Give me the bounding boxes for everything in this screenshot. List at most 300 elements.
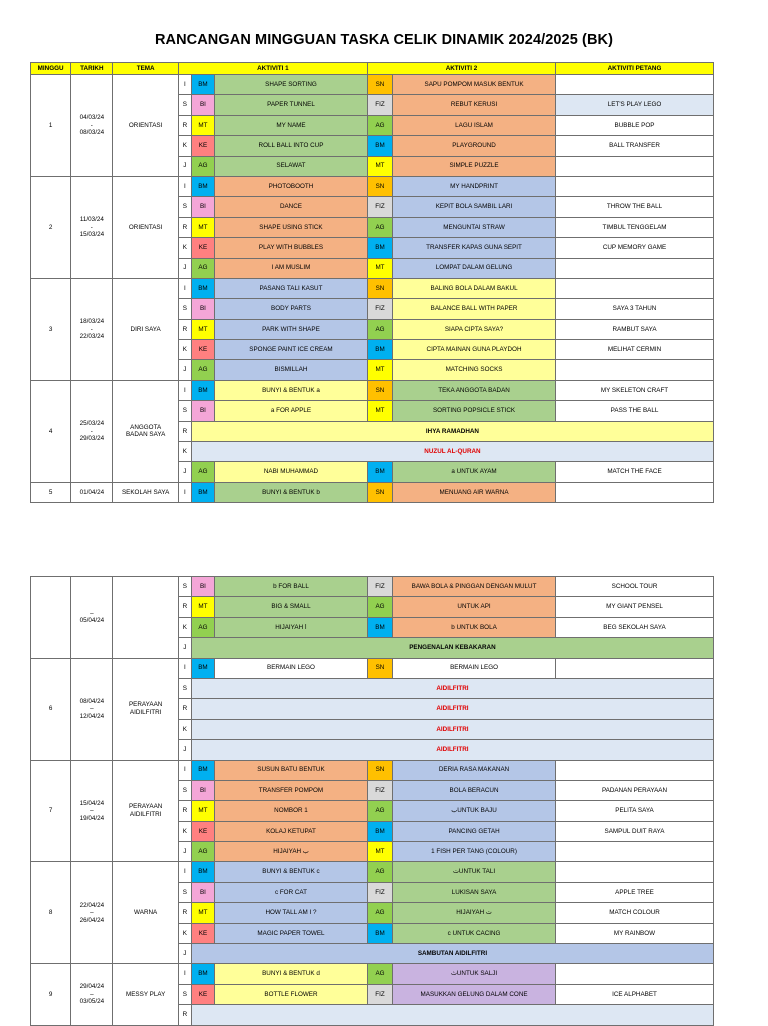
subject-tag: BM	[191, 760, 214, 780]
tarikh-line: -	[90, 427, 93, 435]
subject-tag: BI	[191, 197, 214, 217]
activity-1-cell: SELAWAT	[215, 156, 368, 176]
tema-cell	[113, 577, 178, 659]
subject-tag: MT	[367, 842, 392, 862]
activity-2-cell: LUKISAN SAYA	[393, 882, 556, 902]
day-cell: J	[178, 944, 191, 964]
day-cell: J	[178, 462, 191, 482]
subject-tag: FIZ	[367, 197, 392, 217]
tema-cell	[113, 760, 178, 862]
activity-2-cell: MATCHING SOCKS	[393, 360, 556, 380]
special-event-cell: AIDILFITRI	[191, 740, 713, 760]
subject-tag: SN	[367, 760, 392, 780]
activity-1-cell: b FOR BALL	[215, 577, 368, 597]
day-cell: K	[178, 617, 191, 637]
subject-tag: AG	[191, 617, 214, 637]
activity-1-cell: KOLAJ KETUPAT	[215, 821, 368, 841]
activity-petang-cell: SCHOOL TOUR	[556, 577, 714, 597]
tarikh-cell	[71, 278, 113, 380]
activity-cell	[191, 1005, 713, 1025]
activity-2-cell: BAWA BOLA & PINGGAN DENGAN MULUT	[393, 577, 556, 597]
schedule-table-page-2	[30, 576, 714, 1026]
subject-tag: BM	[367, 617, 392, 637]
subject-tag: AG	[367, 597, 392, 617]
tarikh-line: –	[90, 990, 94, 998]
activity-petang-cell	[556, 176, 714, 196]
subject-tag: SN	[367, 482, 392, 502]
activity-2-cell: PLAYGROUND	[393, 136, 556, 156]
table-row	[31, 380, 714, 400]
minggu-cell: 9	[31, 964, 71, 1025]
table-row	[31, 658, 714, 678]
tarikh-line: 29/04/24	[79, 983, 105, 991]
activity-1-cell: BISMILLAH	[215, 360, 368, 380]
activity-petang-cell	[556, 156, 714, 176]
activity-1-cell: PASANG TALI KASUT	[215, 278, 368, 298]
minggu-cell: 6	[31, 658, 71, 760]
tarikh-cell	[71, 75, 113, 177]
day-cell: S	[178, 882, 191, 902]
subject-tag: BM	[191, 862, 214, 882]
activity-2-cell: SIMPLE PUZZLE	[393, 156, 556, 176]
subject-tag: KE	[191, 984, 214, 1004]
activity-1-cell: SUSUN BATU BENTUK	[215, 760, 368, 780]
subject-tag: BM	[191, 380, 214, 400]
day-cell: R	[178, 699, 191, 719]
activity-2-cell: MENGUNTAI STRAW	[393, 217, 556, 237]
day-cell: R	[178, 1005, 191, 1025]
tarikh-cell	[71, 964, 113, 1025]
activity-1-cell: BERMAIN LEGO	[215, 658, 368, 678]
tema-line: ANGGOTA	[130, 423, 162, 431]
subject-tag: MT	[367, 360, 392, 380]
activity-2-cell: MY HANDPRINT	[393, 176, 556, 196]
subject-tag: MT	[191, 319, 214, 339]
activity-2-cell: TEKA ANGGOTA BADAN	[393, 380, 556, 400]
activity-petang-cell: MY RAINBOW	[556, 923, 714, 943]
tarikh-cell	[71, 760, 113, 862]
activity-2-cell: 1 FISH PER TANG (COLOUR)	[393, 842, 556, 862]
subject-tag: BM	[367, 923, 392, 943]
subject-tag: BI	[191, 401, 214, 421]
tarikh-line: 18/03/24	[79, 318, 105, 326]
subject-tag: MT	[191, 801, 214, 821]
activity-1-cell: NABI MUHAMMAD	[215, 462, 368, 482]
tema-line: SEKOLAH SAYA	[121, 488, 170, 496]
subject-tag: AG	[367, 903, 392, 923]
activity-petang-cell: SAMPUL DUIT RAYA	[556, 821, 714, 841]
activity-1-cell: SHAPE USING STICK	[215, 217, 368, 237]
header-aktiviti-petang: AKTIVITI PETANG	[556, 63, 714, 75]
subject-tag: AG	[367, 319, 392, 339]
tema-cell	[113, 862, 178, 964]
activity-1-cell: BIG & SMALL	[215, 597, 368, 617]
tema-cell	[113, 482, 178, 502]
activity-petang-cell	[556, 75, 714, 95]
day-cell: S	[178, 678, 191, 698]
activity-2-cell: UNTUK API	[393, 597, 556, 617]
activity-petang-cell: PADANAN PERAYAAN	[556, 780, 714, 800]
subject-tag: BM	[191, 176, 214, 196]
tarikh-cell	[71, 658, 113, 760]
activity-1-cell: BUNYI & BENTUK d	[215, 964, 368, 984]
day-cell: I	[178, 75, 191, 95]
header-tarikh: TARIKH	[71, 63, 113, 75]
tema-cell	[113, 75, 178, 177]
subject-tag: BM	[191, 964, 214, 984]
day-cell: K	[178, 442, 191, 462]
day-cell: R	[178, 597, 191, 617]
tarikh-cell	[71, 577, 113, 659]
subject-tag: BM	[367, 340, 392, 360]
day-cell: R	[178, 319, 191, 339]
tarikh-cell	[71, 176, 113, 278]
day-cell: J	[178, 360, 191, 380]
activity-petang-cell: TIMBUL TENGGELAM	[556, 217, 714, 237]
activity-1-cell: SHAPE SORTING	[215, 75, 368, 95]
tarikh-line: 25/03/24	[79, 420, 105, 428]
header-aktiviti-1: AKTIVITI 1	[178, 63, 367, 75]
activity-1-cell: BOTTLE FLOWER	[215, 984, 368, 1004]
special-event-cell: IHYA RAMADHAN	[191, 421, 713, 441]
header-minggu: MINGGU	[31, 63, 71, 75]
day-cell: S	[178, 577, 191, 597]
tema-cell	[113, 658, 178, 760]
day-cell: J	[178, 842, 191, 862]
subject-tag: MT	[367, 258, 392, 278]
tema-line: BADAN SAYA	[125, 431, 166, 439]
activity-1-cell: PHOTOBOOTH	[215, 176, 368, 196]
subject-tag: BI	[191, 95, 214, 115]
day-cell: R	[178, 421, 191, 441]
tarikh-line: -	[90, 223, 93, 231]
minggu-cell: 1	[31, 75, 71, 177]
subject-tag: SN	[367, 278, 392, 298]
activity-petang-cell: MY GIANT PENSEL	[556, 597, 714, 617]
minggu-cell: 5	[31, 482, 71, 502]
tarikh-cell	[71, 380, 113, 482]
day-cell: K	[178, 923, 191, 943]
minggu-cell: 3	[31, 278, 71, 380]
tarikh-line: -	[90, 325, 93, 333]
tarikh-cell	[71, 482, 113, 502]
tema-cell	[113, 278, 178, 380]
tarikh-line: 04/03/24	[79, 114, 105, 122]
tarikh-line: –	[90, 705, 94, 713]
subject-tag: SN	[367, 658, 392, 678]
table-row	[31, 964, 714, 984]
activity-2-cell: BOLA BERACUN	[393, 780, 556, 800]
day-cell: K	[178, 719, 191, 739]
day-cell: S	[178, 984, 191, 1004]
activity-1-cell: NOMBOR 1	[215, 801, 368, 821]
activity-2-cell: BALING BOLA DALAM BAKUL	[393, 278, 556, 298]
tarikh-line: 22/03/24	[79, 333, 105, 341]
activity-2-cell: SAPU POMPOM MASUK BENTUK	[393, 75, 556, 95]
activity-2-cell: SIAPA CIPTA SAYA?	[393, 319, 556, 339]
subject-tag: BM	[367, 238, 392, 258]
subject-tag: SN	[367, 75, 392, 95]
tarikh-line: –	[90, 909, 94, 917]
activity-1-cell: PARK WITH SHAPE	[215, 319, 368, 339]
tema-line: AIDILFITRI	[129, 810, 162, 818]
tarikh-line: 08/03/24	[79, 129, 105, 137]
subject-tag: KE	[191, 238, 214, 258]
subject-tag: BI	[191, 577, 214, 597]
tarikh-line: –	[90, 609, 94, 617]
activity-petang-cell	[556, 258, 714, 278]
subject-tag: FIZ	[367, 577, 392, 597]
activity-petang-cell: PASS THE BALL	[556, 401, 714, 421]
day-cell: I	[178, 658, 191, 678]
table-row	[31, 482, 714, 502]
activity-2-cell: TRANSFER KAPAS GUNA SEPIT	[393, 238, 556, 258]
subject-tag: MT	[367, 156, 392, 176]
table-row	[31, 176, 714, 196]
tema-line: MESSY PLAY	[125, 990, 166, 998]
tema-line: PERAYAAN	[128, 701, 163, 709]
day-cell: K	[178, 136, 191, 156]
activity-1-cell: MAGIC PAPER TOWEL	[215, 923, 368, 943]
day-cell: K	[178, 340, 191, 360]
tema-line: ORIENTASI	[128, 223, 163, 231]
subject-tag: FIZ	[367, 299, 392, 319]
activity-petang-cell	[556, 842, 714, 862]
subject-tag: MT	[191, 597, 214, 617]
day-cell: S	[178, 95, 191, 115]
minggu-cell: 7	[31, 760, 71, 862]
tarikh-line: –	[90, 807, 94, 815]
subject-tag: AG	[191, 360, 214, 380]
activity-1-cell: HIJAIYAH ا	[215, 617, 368, 637]
day-cell: S	[178, 299, 191, 319]
subject-tag: AG	[367, 801, 392, 821]
activity-2-cell: DERIA RASA MAKANAN	[393, 760, 556, 780]
minggu-cell: 8	[31, 862, 71, 964]
minggu-cell: 4	[31, 380, 71, 482]
subject-tag: AG	[191, 842, 214, 862]
subject-tag: AG	[367, 862, 392, 882]
header-aktiviti-2: AKTIVITI 2	[367, 63, 555, 75]
subject-tag: FIZ	[367, 882, 392, 902]
tarikh-line: 12/04/24	[79, 712, 105, 720]
activity-petang-cell: ICE ALPHABET	[556, 984, 714, 1004]
subject-tag: BM	[191, 278, 214, 298]
activity-petang-cell: CUP MEMORY GAME	[556, 238, 714, 258]
activity-2-cell: بUNTUK BAJU	[393, 801, 556, 821]
subject-tag: MT	[367, 401, 392, 421]
activity-petang-cell: LET'S PLAY LEGO	[556, 95, 714, 115]
special-event-cell: NUZUL AL-QURAN	[191, 442, 713, 462]
activity-1-cell: ROLL BALL INTO CUP	[215, 136, 368, 156]
activity-2-cell: تUNTUK TALI	[393, 862, 556, 882]
activity-2-cell: HIJAIYAH ت	[393, 903, 556, 923]
activity-petang-cell	[556, 360, 714, 380]
day-cell: I	[178, 380, 191, 400]
tema-line: WARNA	[134, 909, 158, 917]
subject-tag: SN	[367, 176, 392, 196]
tema-line: DIRI SAYA	[130, 325, 161, 333]
activity-petang-cell: SAYA 3 TAHUN	[556, 299, 714, 319]
subject-tag: MT	[191, 217, 214, 237]
subject-tag: BI	[191, 780, 214, 800]
activity-2-cell: a UNTUK AYAM	[393, 462, 556, 482]
activity-petang-cell: BALL TRANSFER	[556, 136, 714, 156]
day-cell: I	[178, 760, 191, 780]
day-cell: R	[178, 217, 191, 237]
subject-tag: KE	[191, 340, 214, 360]
subject-tag: KE	[191, 136, 214, 156]
activity-petang-cell	[556, 278, 714, 298]
table-row	[31, 577, 714, 597]
day-cell: J	[178, 740, 191, 760]
activity-1-cell: BUNYI & BENTUK b	[215, 482, 368, 502]
day-cell: I	[178, 278, 191, 298]
activity-petang-cell: BEG SEKOLAH SAYA	[556, 617, 714, 637]
tarikh-line: 01/04/24	[79, 488, 105, 496]
activity-petang-cell: THROW THE BALL	[556, 197, 714, 217]
activity-2-cell: MASUKKAN GELUNG DALAM CONE	[393, 984, 556, 1004]
activity-2-cell: MENUANG AIR WARNA	[393, 482, 556, 502]
subject-tag: KE	[191, 923, 214, 943]
activity-petang-cell: APPLE TREE	[556, 882, 714, 902]
subject-tag: BM	[191, 75, 214, 95]
activity-2-cell: BERMAIN LEGO	[393, 658, 556, 678]
tarikh-line: 03/05/24	[79, 998, 105, 1006]
subject-tag: MT	[191, 903, 214, 923]
activity-2-cell: KEPIT BOLA SAMBIL LARI	[393, 197, 556, 217]
special-event-cell: AIDILFITRI	[191, 699, 713, 719]
day-cell: I	[178, 176, 191, 196]
activity-2-cell: b UNTUK BOLA	[393, 617, 556, 637]
activity-petang-cell: MELIHAT CERMIN	[556, 340, 714, 360]
subject-tag: AG	[367, 217, 392, 237]
tarikh-line: 05/04/24	[79, 617, 105, 625]
tema-cell	[113, 176, 178, 278]
subject-tag: BM	[367, 136, 392, 156]
day-cell: S	[178, 780, 191, 800]
subject-tag: BI	[191, 882, 214, 902]
subject-tag: AG	[367, 115, 392, 135]
table-row	[31, 75, 714, 95]
activity-1-cell: MY NAME	[215, 115, 368, 135]
subject-tag: AG	[191, 156, 214, 176]
activity-1-cell: a FOR APPLE	[215, 401, 368, 421]
tarikh-cell	[71, 862, 113, 964]
schedule-table-page-1	[30, 62, 714, 503]
activity-2-cell: LAGU ISLAM	[393, 115, 556, 135]
day-cell: S	[178, 401, 191, 421]
special-event-cell: AIDILFITRI	[191, 678, 713, 698]
special-event-cell: PENGENALAN KEBAKARAN	[191, 638, 713, 658]
tema-cell	[113, 380, 178, 482]
day-cell: R	[178, 903, 191, 923]
tema-line: ORIENTASI	[128, 121, 163, 129]
tema-line: PERAYAAN	[128, 803, 163, 811]
activity-1-cell: SPONGE PAINT ICE CREAM	[215, 340, 368, 360]
table-row	[31, 862, 714, 882]
minggu-cell	[31, 577, 71, 659]
day-cell: J	[178, 156, 191, 176]
activity-petang-cell	[556, 760, 714, 780]
subject-tag: AG	[191, 462, 214, 482]
subject-tag: FIZ	[367, 780, 392, 800]
table-row	[31, 278, 714, 298]
subject-tag: FIZ	[367, 95, 392, 115]
activity-petang-cell: MATCH COLOUR	[556, 903, 714, 923]
day-cell: K	[178, 821, 191, 841]
activity-petang-cell	[556, 482, 714, 502]
activity-2-cell: c UNTUK CACING	[393, 923, 556, 943]
subject-tag: BM	[191, 658, 214, 678]
page-title: RANCANGAN MINGGUAN TASKA CELIK DINAMIK 2024/2025 (BK)	[154, 32, 614, 48]
activity-1-cell: PLAY WITH BUBBLES	[215, 238, 368, 258]
activity-1-cell: I AM MUSLIM	[215, 258, 368, 278]
activity-2-cell: REBUT KERUSI	[393, 95, 556, 115]
activity-2-cell: LOMPAT DALAM GELUNG	[393, 258, 556, 278]
subject-tag: BI	[191, 299, 214, 319]
subject-tag: FIZ	[367, 984, 392, 1004]
subject-tag: KE	[191, 821, 214, 841]
day-cell: K	[178, 238, 191, 258]
activity-petang-cell: PELITA SAYA	[556, 801, 714, 821]
activity-1-cell: BUNYI & BENTUK a	[215, 380, 368, 400]
tarikh-line: -	[90, 121, 93, 129]
subject-tag: BM	[191, 482, 214, 502]
day-cell: J	[178, 258, 191, 278]
subject-tag: AG	[191, 258, 214, 278]
minggu-cell: 2	[31, 176, 71, 278]
tarikh-line: 19/04/24	[79, 814, 105, 822]
activity-2-cell: ثUNTUK SALJI	[393, 964, 556, 984]
day-cell: R	[178, 801, 191, 821]
activity-1-cell: PAPER TUNNEL	[215, 95, 368, 115]
tema-cell	[113, 964, 178, 1025]
activity-1-cell: HIJAIYAH ب	[215, 842, 368, 862]
subject-tag: BM	[367, 462, 392, 482]
activity-petang-cell	[556, 862, 714, 882]
header-tema: TEMA	[113, 63, 178, 75]
day-cell: J	[178, 638, 191, 658]
day-cell: I	[178, 862, 191, 882]
subject-tag: BM	[367, 821, 392, 841]
special-event-cell: AIDILFITRI	[191, 719, 713, 739]
activity-petang-cell: MATCH THE FACE	[556, 462, 714, 482]
activity-2-cell: BALANCE BALL WITH PAPER	[393, 299, 556, 319]
activity-petang-cell	[556, 964, 714, 984]
subject-tag: MT	[191, 115, 214, 135]
tarikh-line: 15/04/24	[79, 799, 105, 807]
subject-tag: SN	[367, 380, 392, 400]
activity-2-cell: CIPTA MAINAN GUNA PLAYDOH	[393, 340, 556, 360]
subject-tag: AG	[367, 964, 392, 984]
tarikh-line: 08/04/24	[79, 697, 105, 705]
table-row	[31, 760, 714, 780]
activity-petang-cell: MY SKELETON CRAFT	[556, 380, 714, 400]
activity-2-cell: PANCING GETAH	[393, 821, 556, 841]
activity-1-cell: BODY PARTS	[215, 299, 368, 319]
activity-petang-cell: BUBBLE POP	[556, 115, 714, 135]
activity-1-cell: BUNYI & BENTUK c	[215, 862, 368, 882]
activity-1-cell: c FOR CAT	[215, 882, 368, 902]
tarikh-line: 26/04/24	[79, 916, 105, 924]
day-cell: R	[178, 115, 191, 135]
tema-line: AIDILFITRI	[129, 709, 162, 717]
day-cell: I	[178, 482, 191, 502]
activity-1-cell: DANCE	[215, 197, 368, 217]
tarikh-line: 22/04/24	[79, 901, 105, 909]
activity-1-cell: TRANSFER POMPOM	[215, 780, 368, 800]
